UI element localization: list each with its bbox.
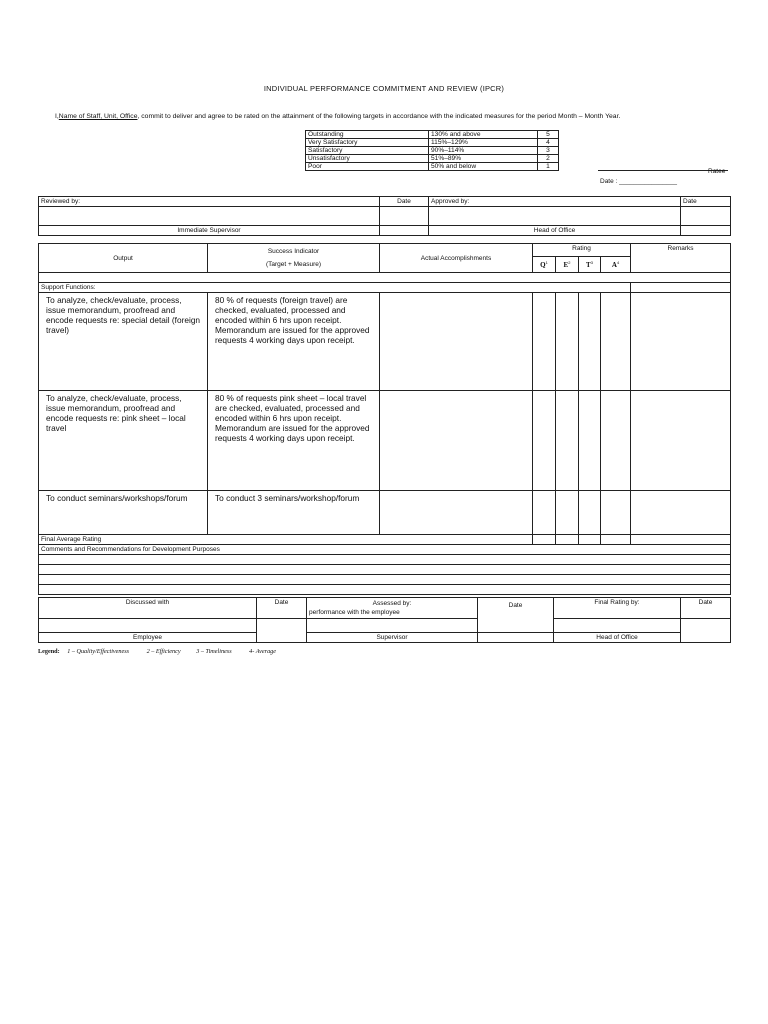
rating-t-header: $T^3$ xyxy=(579,257,601,273)
table-header-row xyxy=(39,244,731,257)
indicator-cell: 80 % of requests (foreign travel) are checked, evaluated, processed and encoded within 6 hrs upon receipt. Memorandum are issued for the approved requests 4 working days upon receipt. xyxy=(208,293,380,391)
scale-range: 115%–129% xyxy=(429,139,538,147)
scale-label: Unsatisfactory xyxy=(306,155,429,163)
comments-line xyxy=(39,565,731,575)
final-header-row xyxy=(39,598,731,619)
legend-item: 3 – Timeliness xyxy=(196,648,232,655)
scale-range: 90%–114% xyxy=(429,147,538,155)
reviewed-by-label: Reviewed by: xyxy=(39,197,380,207)
scale-score: 2 xyxy=(538,155,559,163)
scale-row xyxy=(306,147,559,155)
table-row xyxy=(39,491,731,535)
scale-row xyxy=(306,131,559,139)
empty-cell xyxy=(631,283,731,293)
final-rating-date-label: Date xyxy=(681,598,731,619)
review-date-label: Date xyxy=(380,197,429,207)
actual-cell[interactable] xyxy=(380,391,533,491)
comments-header-row xyxy=(39,545,731,555)
supervisor-signature-cell[interactable] xyxy=(307,619,478,633)
immediate-supervisor-label: Immediate Supervisor xyxy=(39,226,380,236)
rating-t-cell[interactable] xyxy=(579,491,601,535)
rating-a-cell[interactable] xyxy=(601,293,631,391)
final-average-label: Final Average Rating xyxy=(39,535,533,545)
comments-input-line[interactable] xyxy=(39,575,731,585)
rating-t-cell[interactable] xyxy=(579,293,601,391)
rating-a-cell[interactable] xyxy=(601,491,631,535)
employee-date-cell[interactable] xyxy=(257,619,307,643)
output-cell: To analyze, check/evaluate, process, issue memorandum, proofread and encode requests re: special detail (foreign travel) xyxy=(39,293,208,391)
review-approval-table xyxy=(38,196,731,236)
scale-label: Very Satisfactory xyxy=(306,139,429,147)
reviewer-signature-cell[interactable] xyxy=(39,207,380,226)
approve-date-label: Date xyxy=(681,197,731,207)
review-role-row xyxy=(39,226,731,236)
final-signature-row xyxy=(39,619,731,633)
review-signature-row xyxy=(39,207,731,226)
remarks-cell[interactable] xyxy=(631,491,731,535)
approved-by-label: Approved by: xyxy=(429,197,681,207)
rating-e-cell[interactable] xyxy=(556,491,579,535)
comments-input-line[interactable] xyxy=(39,565,731,575)
legend xyxy=(38,648,276,655)
rating-t-cell[interactable] xyxy=(579,391,601,491)
output-cell: To conduct seminars/workshops/forum xyxy=(39,491,208,535)
head-signature-cell[interactable] xyxy=(554,619,681,633)
table-row xyxy=(39,293,731,391)
actual-cell[interactable] xyxy=(380,491,533,535)
rating-a-header: $A^4$ xyxy=(601,257,631,273)
approver-signature-cell[interactable] xyxy=(429,207,681,226)
commitment-text: , commit to deliver and agree to be rated on the attainment of the following targets in accordance with the indicated measures for the period Month – Month Year. xyxy=(137,113,621,120)
empty-cell xyxy=(681,226,731,236)
remarks-cell[interactable] xyxy=(631,293,731,391)
spacer-row xyxy=(39,273,731,283)
legend-label: Legend: xyxy=(38,648,60,655)
output-cell: To analyze, check/evaluate, process, issue memorandum, proofread and encode requests re: pink sheet – local travel xyxy=(39,391,208,491)
ratee-date: Date : ________________ xyxy=(600,178,677,185)
final-date-label: Date xyxy=(257,598,307,619)
spacer-cell xyxy=(39,273,731,283)
comments-line xyxy=(39,575,731,585)
assessed-by-label: Assessed by: xyxy=(372,600,412,607)
output-header: Output xyxy=(39,244,208,273)
empty-cell xyxy=(380,226,429,236)
scale-score: 1 xyxy=(538,163,559,171)
scale-row xyxy=(306,139,559,147)
review-header-row xyxy=(39,197,731,207)
rating-a-cell[interactable] xyxy=(601,391,631,491)
final-rating-by-label: Final Rating by: xyxy=(554,598,681,619)
rating-e-cell[interactable] xyxy=(556,391,579,491)
document-title: INDIVIDUAL PERFORMANCE COMMITMENT AND REVIEW (IPCR) xyxy=(263,84,505,93)
indicator-cell: To conduct 3 seminars/workshop/forum xyxy=(208,491,380,535)
comments-line xyxy=(39,555,731,565)
ratee-label: Ratee xyxy=(708,168,726,175)
rating-e-cell[interactable] xyxy=(556,293,579,391)
remarks-cell[interactable] xyxy=(631,391,731,491)
rating-q-cell[interactable] xyxy=(533,491,556,535)
comments-line xyxy=(39,585,731,595)
staff-name-placeholder: Name of Staff, Unit, Office xyxy=(58,113,138,120)
legend-item: 2 – Efficiency xyxy=(146,648,181,655)
final-signature-table xyxy=(38,597,731,643)
comments-label: Comments and Recommendations for Development Purposes xyxy=(39,545,731,555)
legend-item: 1 – Quality/Effectiveness xyxy=(67,648,130,655)
rating-e-header: $E^2$ xyxy=(556,257,579,273)
assessed-by-cell xyxy=(307,598,478,619)
scale-row xyxy=(306,155,559,163)
assessed-date-label: Date xyxy=(478,598,554,633)
rating-q-header: $Q^1$ xyxy=(533,257,556,273)
support-functions-row xyxy=(39,283,731,293)
approve-date-cell[interactable] xyxy=(681,207,731,226)
avg-t-cell[interactable] xyxy=(579,535,601,545)
scale-score: 5 xyxy=(538,131,559,139)
scale-row xyxy=(306,163,559,171)
supervisor-label: Supervisor xyxy=(307,633,478,643)
discussed-with-label: Discussed with xyxy=(39,598,257,619)
comments-input-line[interactable] xyxy=(39,585,731,595)
scale-score: 3 xyxy=(538,147,559,155)
final-role-row xyxy=(39,633,731,643)
head-of-office-label: Head of Office xyxy=(429,226,681,236)
head-date-cell[interactable] xyxy=(681,619,731,643)
scale-range: 130% and above xyxy=(429,131,538,139)
rating-q-cell[interactable] xyxy=(533,391,556,491)
rating-scale-table xyxy=(305,130,559,171)
rating-header: Rating xyxy=(533,244,631,257)
scale-range: 51%–89% xyxy=(429,155,538,163)
assessed-note: performance with the employee xyxy=(309,609,400,616)
scale-label: Outstanding xyxy=(306,131,429,139)
commitment-statement xyxy=(55,113,620,120)
employee-label: Employee xyxy=(39,633,257,643)
scale-score: 4 xyxy=(538,139,559,147)
final-head-of-office-label: Head of Office xyxy=(554,633,681,643)
performance-table xyxy=(38,243,731,595)
scale-range: 50% and below xyxy=(429,163,538,171)
rating-q-cell[interactable] xyxy=(533,293,556,391)
scale-label: Satisfactory xyxy=(306,147,429,155)
empty-cell xyxy=(478,633,554,643)
success-indicator-header xyxy=(208,244,380,273)
actual-cell[interactable] xyxy=(380,293,533,391)
avg-a-cell[interactable] xyxy=(601,535,631,545)
final-average-row xyxy=(39,535,731,545)
support-functions-label: Support Functions: xyxy=(39,283,631,293)
avg-e-cell[interactable] xyxy=(556,535,579,545)
comments-input-line[interactable] xyxy=(39,555,731,565)
table-row xyxy=(39,391,731,491)
employee-signature-cell[interactable] xyxy=(39,619,257,633)
commitment-prefix: I, xyxy=(55,113,59,120)
target-measure-subtitle: (Target + Measure) xyxy=(265,261,322,268)
avg-remarks-cell[interactable] xyxy=(631,535,731,545)
review-date-cell[interactable] xyxy=(380,207,429,226)
remarks-header: Remarks xyxy=(631,244,731,273)
scale-label: Poor xyxy=(306,163,429,171)
avg-q-cell[interactable] xyxy=(533,535,556,545)
success-indicator-title: Success Indicator xyxy=(267,248,320,255)
legend-item: 4- Average xyxy=(249,648,277,655)
actual-accomplishments-header: Actual Accomplishments xyxy=(380,244,533,273)
indicator-cell: 80 % of requests pink sheet – local travel are checked, evaluated, processed and encoded within 6 hrs upon receipt. Memorandum are issued for the approved requests 4 working days upon receipt. xyxy=(208,391,380,491)
